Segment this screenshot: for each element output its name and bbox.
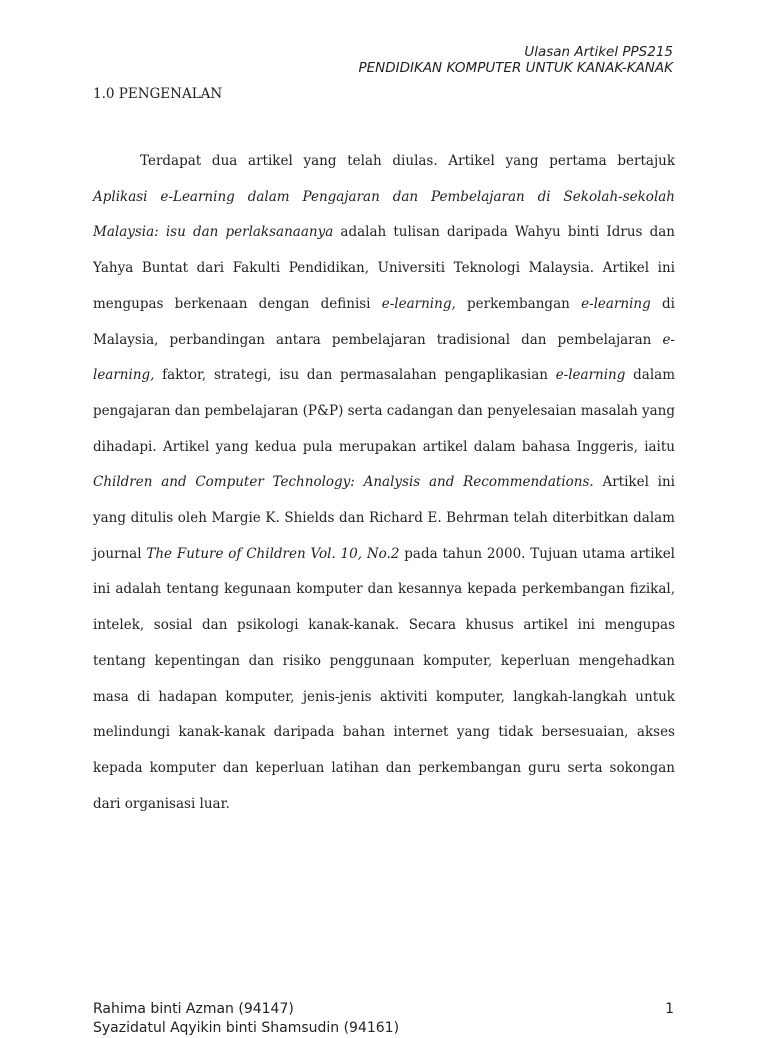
running-header [358, 44, 673, 76]
paragraph-text-6: dalam pengajaran dan pembelajaran (P&P) serta cadangan dan penyelesaian masalah yang dihadapi. Artikel yang kedua pula merupakan artikel dalam bahasa Inggeris, iaitu [93, 367, 675, 455]
term-e-learning: e-learning, [93, 331, 675, 384]
paragraph-text-5: faktor, strategi, isu dan permasalahan pengaplikasian [154, 367, 556, 384]
paragraph-text-7: . Artikel ini yang ditulis oleh Margie K. Shields dan Richard E. Behrman telah diterbitkan dalam journal [93, 474, 675, 562]
paragraph-text-8: pada tahun 2000. Tujuan utama artikel ini adalah tentang kegunaan komputer dan kesannya kepada perkembangan fizikal, intelek, sosial dan psikologi kanak-kanak. Secara khusus artikel ini mengupas tentang kepentingan dan risiko penggunaan komputer, keperluan mengehadkan masa di hadapan komputer, jenis-jenis aktiviti komputer, langkah-langkah untuk melindungi kanak-kanak daripada bahan internet yang tidak bersesuaian, akses kepada komputer dan keperluan latihan dan perkembangan guru serta sokongan dari organisasi luar. [93, 545, 676, 812]
paragraph-text-3: perkembangan [455, 295, 582, 312]
page-number: 1 [665, 1001, 674, 1017]
article-title-1: Aplikasi e-Learning dalam Pengajaran dan Pembelajaran di Sekolah-sekolah Malaysia: isu dan perlaksanaanya [93, 188, 675, 241]
footer-authors [93, 1000, 399, 1038]
footer-author-1: Rahima binti Azman (94147) [93, 1001, 294, 1017]
paragraph-text-1: Terdapat dua artikel yang telah diulas. Artikel yang pertama bertajuk [140, 153, 675, 169]
paragraph-text-4: di Malaysia, perbandingan antara pembelajaran tradisional dan pembelajaran [93, 295, 675, 348]
body-paragraph [93, 144, 675, 822]
term-e-learning: e-learning [555, 367, 626, 384]
term-e-learning: e-learning, [381, 295, 456, 312]
header-course-line: Ulasan Artikel PPS215 [524, 44, 673, 60]
article-title-2: Children and Computer Technology: Analysis and Recommendations [93, 474, 590, 491]
term-e-learning: e-learning [581, 295, 651, 312]
footer-author-2: Syazidatul Aqyikin binti Shamsudin (94161) [93, 1020, 400, 1036]
journal-title: The Future of Children Vol. 10, No.2 [146, 545, 400, 562]
header-subject-line: PENDIDIKAN KOMPUTER UNTUK KANAK-KANAK [358, 60, 673, 76]
section-heading: 1.0 PENGENALAN [93, 86, 223, 102]
paragraph-text-2: adalah tulisan daripada Wahyu binti Idrus dan Yahya Buntat dari Fakulti Pendidikan, Universiti Teknologi Malaysia. Artikel ini mengupas berkenaan dengan definisi [93, 224, 675, 312]
